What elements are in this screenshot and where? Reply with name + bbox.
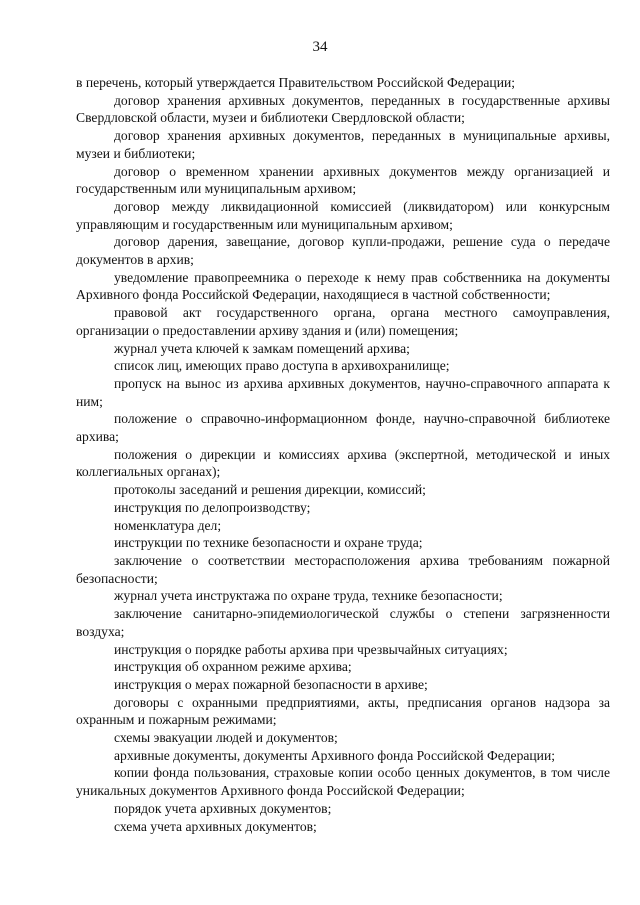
- document-body: [76, 74, 610, 835]
- paragraph: инструкция по делопроизводству;: [114, 499, 311, 515]
- paragraph: в перечень, который утверждается Правительством Российской Федерации;: [76, 75, 516, 90]
- paragraph: правовой акт государственного органа, органа местного самоуправления, организации о предоставлении архиву здания и (или) помещения;: [76, 305, 610, 338]
- paragraph: договор о временном хранении архивных документов между организацией и государственным или муниципальным архивом;: [76, 163, 610, 197]
- paragraph: договоры с охранными предприятиями, акты, предписания органов надзора за охранным и пожарным режимами;: [76, 694, 610, 728]
- paragraph: порядок учета архивных документов;: [114, 800, 332, 816]
- paragraph: список лиц, имеющих право доступа в архивохранилище;: [114, 358, 450, 374]
- paragraph: инструкция об охранном режиме архива;: [114, 659, 352, 675]
- paragraph: договор хранения архивных документов, переданных в муниципальные архивы, музеи и библиотеки;: [76, 128, 610, 161]
- paragraph: уведомление правопреемника о переходе к нему прав собственника на документы Архивного фонда Российской Федерации, находящиеся в частной собственности;: [76, 269, 610, 303]
- paragraph: журнал учета ключей к замкам помещений архива;: [114, 340, 410, 356]
- paragraph: инструкции по технике безопасности и охране труда;: [114, 535, 423, 551]
- paragraph: положения о дирекции и комиссиях архива (экспертной, методической и иных коллегиальных органах);: [76, 446, 610, 480]
- paragraph: договор между ликвидационной комиссией (ликвидатором) или конкурсным управляющим и государственным или муниципальным архивом;: [76, 198, 610, 232]
- paragraph: договор хранения архивных документов, переданных в государственные архивы Свердловской области, музеи и библиотеки Свердловской области;: [76, 92, 610, 126]
- paragraph: номенклатура дел;: [114, 517, 222, 533]
- paragraph: схемы эвакуации людей и документов;: [114, 730, 338, 746]
- paragraph: договор дарения, завещание, договор купли-продажи, решение суда о передаче документов в архив;: [76, 234, 610, 268]
- paragraph: инструкция о порядке работы архива при чрезвычайных ситуациях;: [114, 641, 508, 657]
- paragraph: копии фонда пользования, страховые копии особо ценных документов, в том числе уникальных документов Архивного фонда Российской Федерации;: [76, 765, 610, 799]
- page-number: 34: [312, 39, 328, 55]
- paragraph: пропуск на вынос из архива архивных документов, научно-справочного аппарата к ним;: [76, 375, 610, 409]
- paragraph: протоколы заседаний и решения дирекции, комиссий;: [114, 482, 426, 498]
- paragraph: положение о справочно-информационном фонде, научно-справочной библиотеке архива;: [76, 411, 610, 445]
- paragraph: заключение о соответствии месторасположения архива требованиям пожарной безопасности;: [76, 552, 610, 586]
- paragraph: схема учета архивных документов;: [114, 818, 317, 834]
- paragraph: журнал учета инструктажа по охране труда, технике безопасности;: [114, 588, 503, 604]
- paragraph: архивные документы, документы Архивного фонда Российской Федерации;: [114, 747, 556, 763]
- paragraph: инструкция о мерах пожарной безопасности в архиве;: [114, 676, 428, 692]
- paragraph: заключение санитарно-эпидемиологической службы о степени загрязненности воздуха;: [76, 606, 610, 639]
